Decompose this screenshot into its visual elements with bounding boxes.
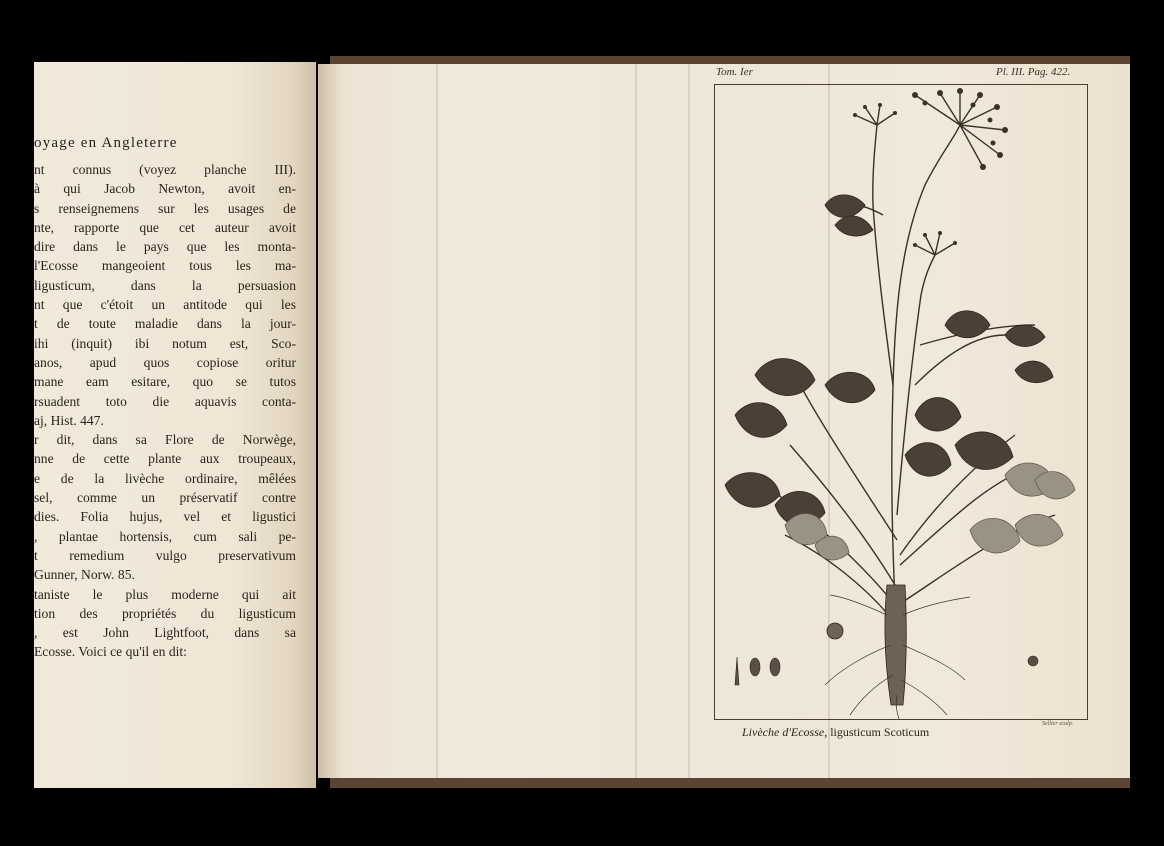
fold-line — [688, 64, 690, 778]
text-line: à qui Jacob Newton, avoit en- — [34, 181, 296, 197]
text-line: Gunner, Norw. 85. — [34, 567, 135, 583]
text-line: ihi (inquit) ibi notum est, Sco- — [34, 335, 296, 351]
text-line: nte, rapporte que cet auteur avoit — [34, 219, 296, 235]
text-line: anos, apud quos copiose oritur — [34, 354, 296, 370]
left-page — [34, 62, 316, 788]
text-line: sel, comme un préservatif contre — [34, 490, 296, 506]
caption-latin-name: ligusticum Scoticum — [827, 725, 930, 739]
text-line: nt connus (voyez planche III). — [34, 162, 296, 177]
fold-line — [635, 64, 637, 778]
caption-common-name: Livèche d'Ecosse, — [742, 725, 828, 739]
text-line: mane eam esitare, quo se tutos — [34, 374, 296, 390]
text-line: nne de cette plante aux troupeaux, — [34, 451, 296, 467]
text-line: aj, Hist. 447. — [34, 412, 104, 428]
text-line: nt que c'étoit un antitode qui les — [34, 297, 296, 313]
text-line: t de toute maladie dans la jour- — [34, 316, 296, 332]
text-line: dies. Folia hujus, vel et ligustici — [34, 509, 296, 525]
text-line: Ecosse. Voici ce qu'il en dit: — [34, 644, 187, 660]
text-line: s renseignemens sur les usages de — [34, 200, 296, 216]
body-text — [34, 160, 296, 662]
text-line: t remedium vulgo preservativum — [34, 547, 296, 563]
text-line: e de la livèche ordinaire, mêlées — [34, 470, 296, 486]
text-line: tion des propriétés du ligusticum — [34, 605, 296, 621]
tome-label: Tom. Ier — [716, 66, 753, 78]
plant-engraving — [715, 85, 1087, 719]
text-line: , est John Lightfoot, dans sa — [34, 625, 296, 641]
text-line: ligusticum, dans la persuasion — [34, 277, 296, 293]
fold-line — [436, 64, 438, 778]
text-line: l'Ecosse mangeoient tous les ma- — [34, 258, 296, 274]
engraver-signature: Sellier sculp. — [1042, 721, 1074, 727]
text-line: , plantae hortensis, cum sali pe- — [34, 528, 296, 544]
running-head: oyage en Angleterre — [34, 135, 178, 151]
text-line: r dit, dans sa Flore de Norwège, — [34, 432, 296, 448]
plate-caption — [742, 725, 929, 740]
text-line: rsuadent toto die aquavis conta- — [34, 393, 296, 409]
engraving-frame — [714, 84, 1088, 720]
plate-number-label: Pl. III. Pag. 422. — [996, 66, 1071, 78]
text-line: dire dans le pays que les monta- — [34, 239, 296, 255]
text-line: taniste le plus moderne qui ait — [34, 586, 296, 602]
